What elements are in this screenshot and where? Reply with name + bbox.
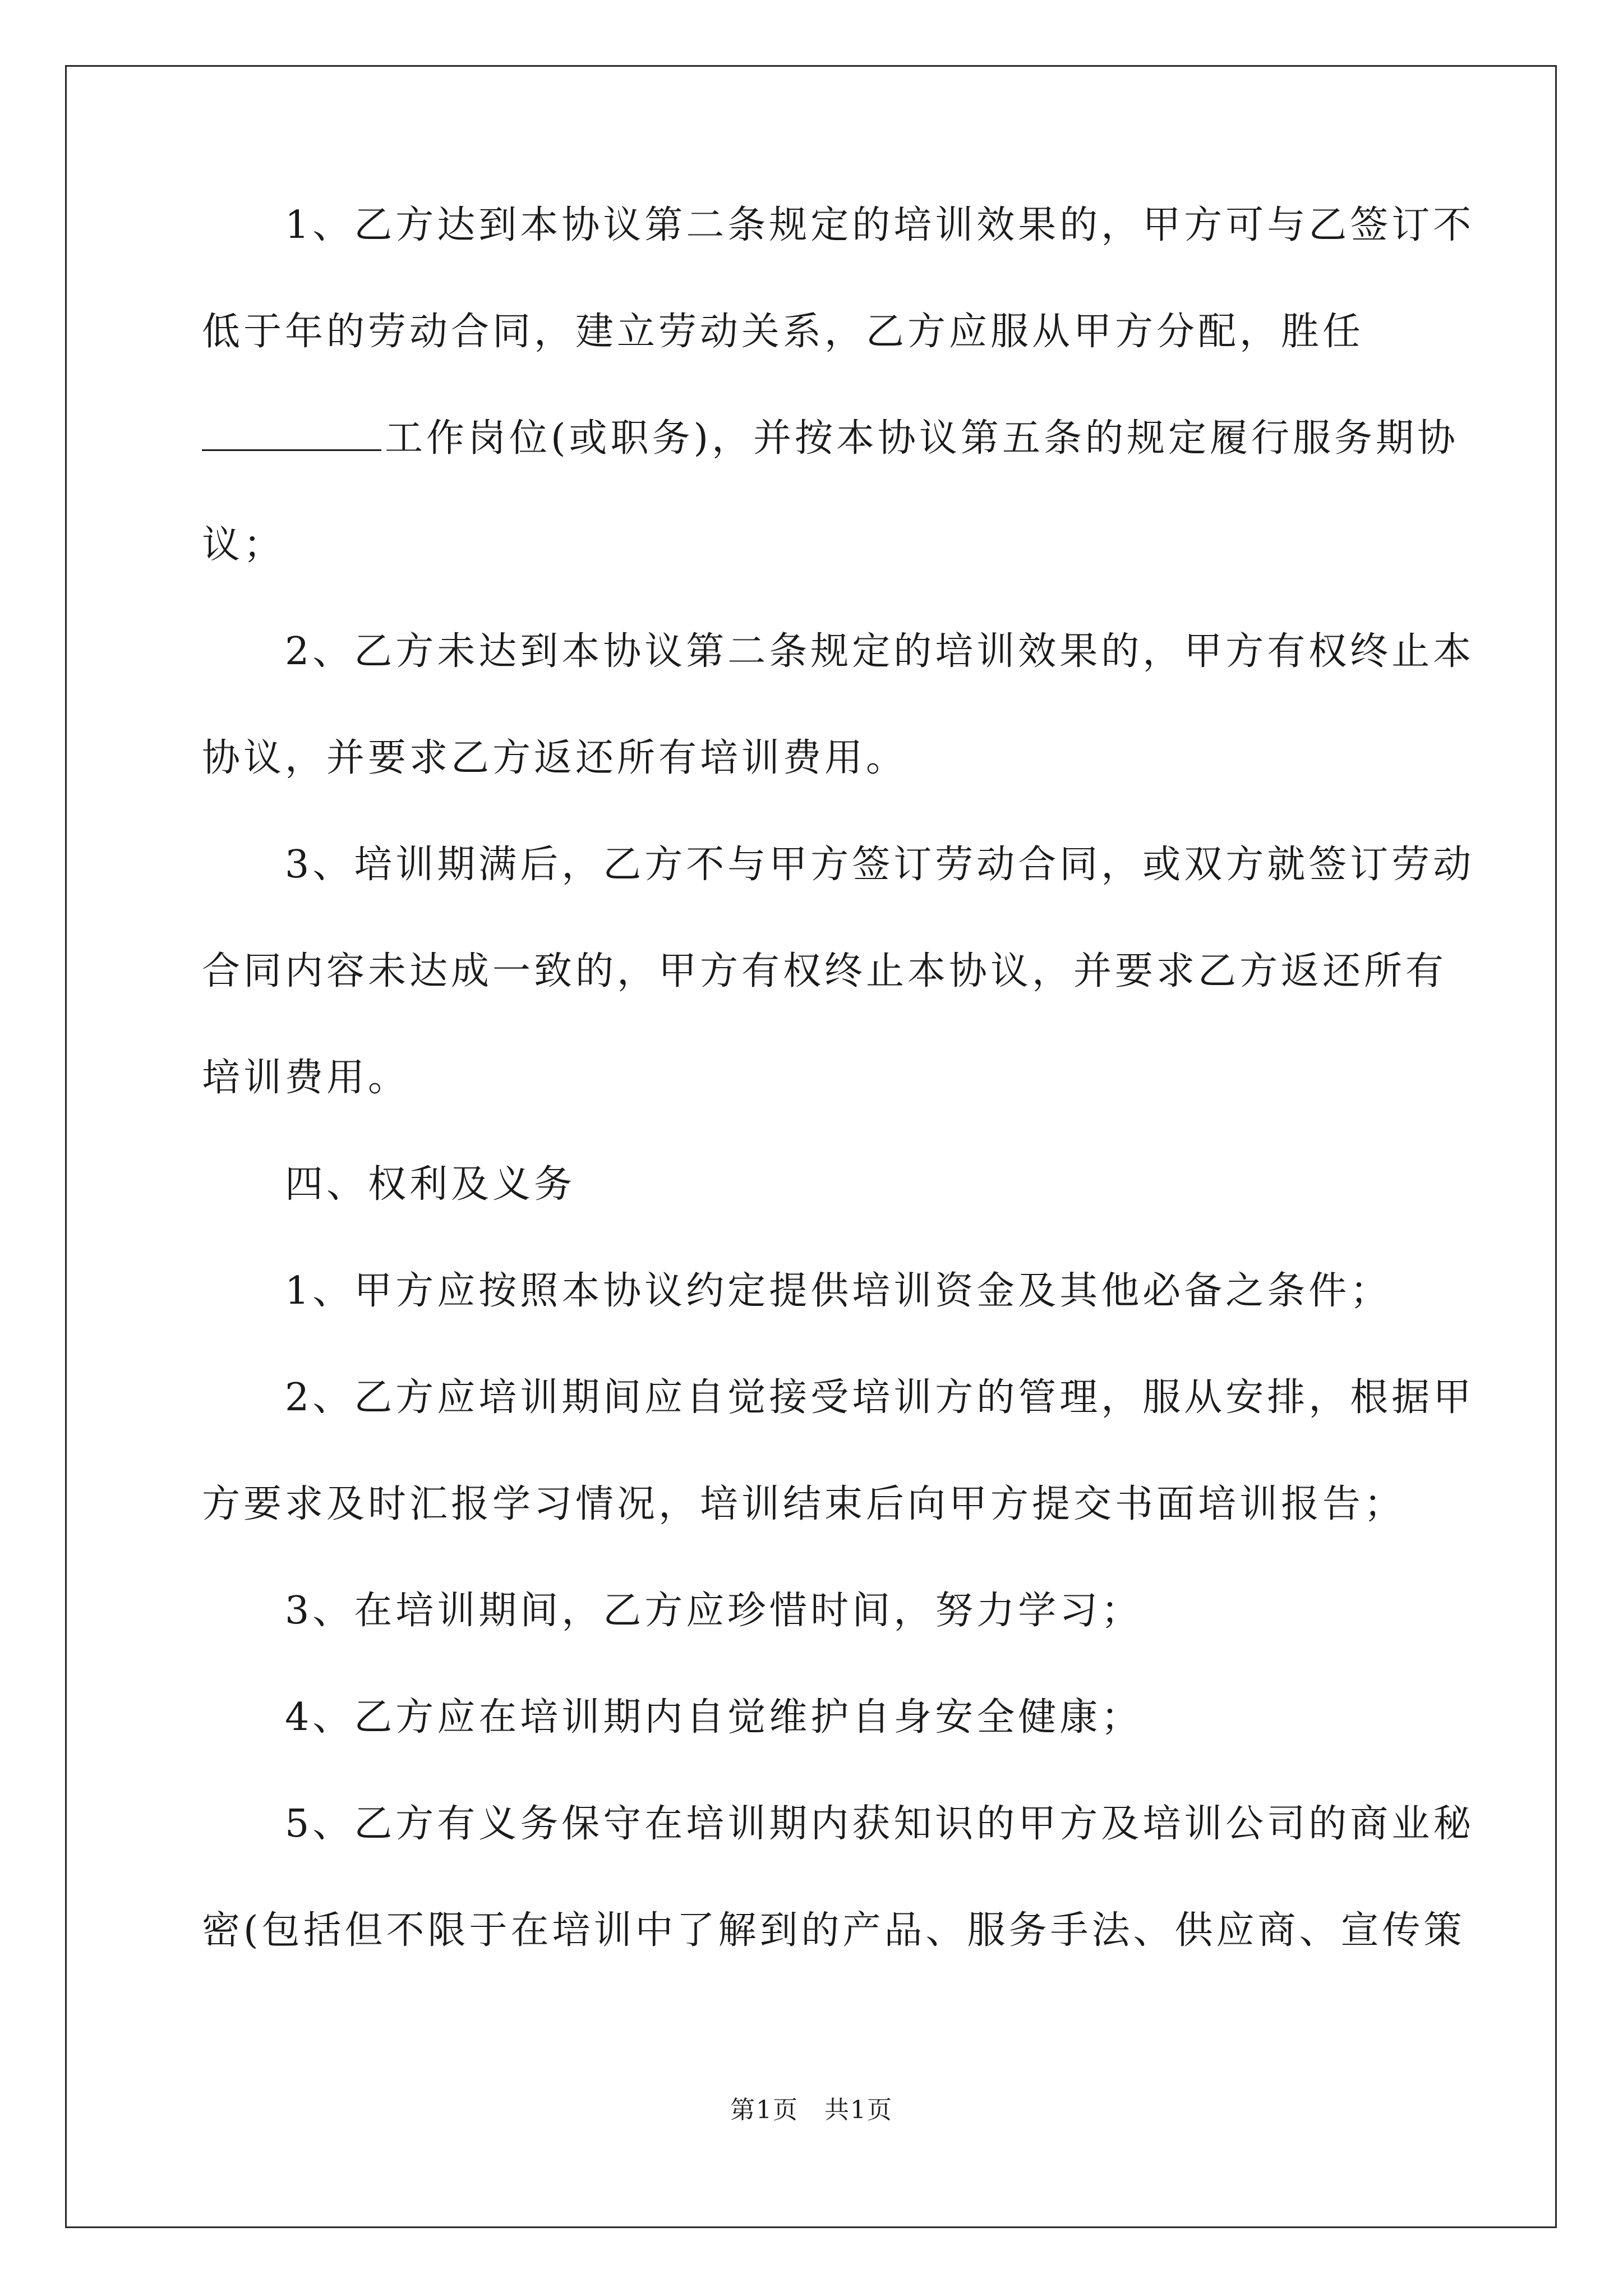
section-heading: 四、权利及义务 [202, 1162, 576, 1207]
text-line: 协议，并要求乙方返还所有培训费用。 [202, 736, 908, 780]
text-line: 议； [202, 523, 285, 567]
text-line: 合同内容未达成一致的，甲方有权终止本协议，并要求乙方返还所有 [202, 949, 1447, 993]
text-line: 2、乙方应培训期间应自觉接受培训方的管理，服从安排，根据甲 [202, 1375, 1475, 1420]
text-line: 培训费用。 [202, 1056, 410, 1100]
text-line-with-blank [202, 411, 1459, 467]
text-line: 工作岗位(或职务)，并按本协议第五条的规定履行服务期协 [385, 416, 1459, 461]
text-line: 低于年的劳动合同，建立劳动关系，乙方应服从甲方分配，胜任 [202, 310, 1364, 354]
text-line: 方要求及时汇报学习情况，培训结束后向甲方提交书面培训报告； [202, 1482, 1406, 1526]
text-line: 3、培训期满后，乙方不与甲方签订劳动合同，或双方就签订劳动 [202, 843, 1475, 887]
page-number: 第1页 共1页 [730, 2096, 893, 2124]
text-line: 4、乙方应在培训期内自觉维护自身安全健康； [202, 1695, 1143, 1740]
text-line: 1、乙方达到本协议第二条规定的培训效果的，甲方可与乙签订不 [202, 203, 1475, 247]
text-line: 5、乙方有义务保守在培训期内获知识的甲方及培训公司的商业秘 [202, 1802, 1475, 1846]
text-line: 2、乙方未达到本协议第二条规定的培训效果的，甲方有权终止本 [202, 629, 1475, 674]
text-line: 密(包括但不限于在培训中了解到的产品、服务手法、供应商、宣传策 [202, 1908, 1465, 1953]
text-line: 3、在培训期间，乙方应珍惜时间，努力学习； [202, 1589, 1143, 1633]
text-line: 1、甲方应按照本协议约定提供培训资金及其他必备之条件； [202, 1269, 1392, 1313]
fill-in-blank [202, 415, 381, 451]
